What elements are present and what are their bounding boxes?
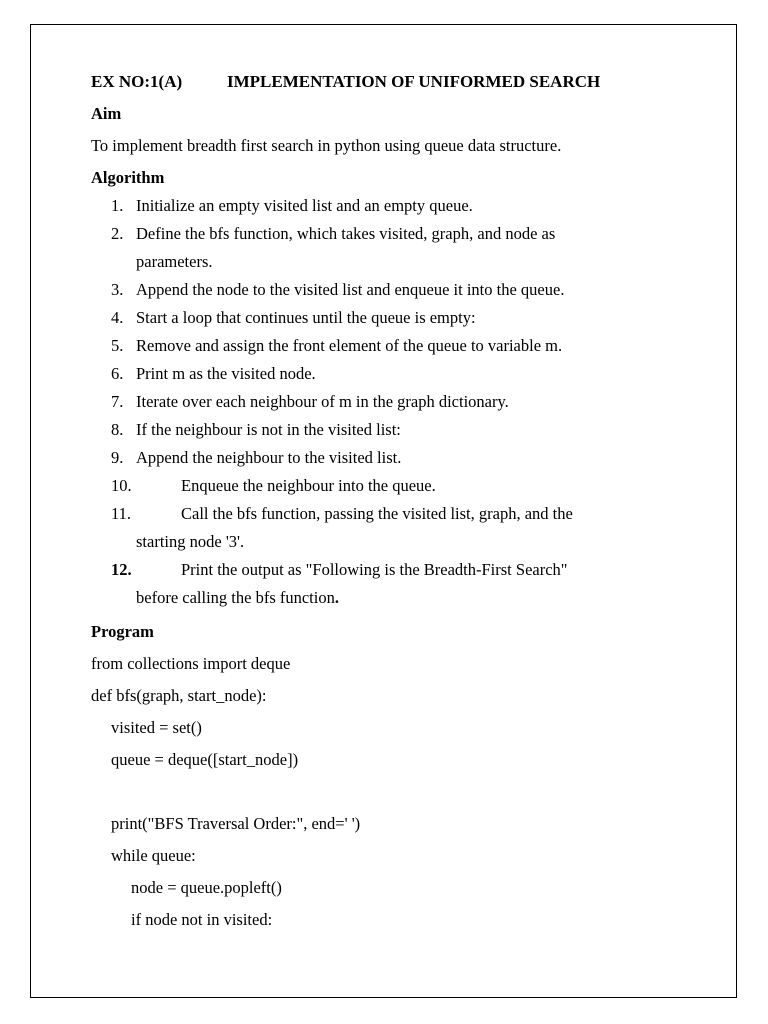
step-number: 3. (111, 280, 124, 299)
algorithm-step (91, 360, 711, 388)
code-line: print("BFS Traversal Order:", end=' ') (111, 814, 361, 833)
step-text: Print m as the visited node. (136, 364, 316, 383)
algorithm-heading: Algorithm (91, 168, 165, 187)
step-number: 9. (111, 448, 124, 467)
step-number: 11. (111, 504, 132, 523)
step-number: 2. (111, 224, 124, 243)
code-line: while queue: (111, 846, 196, 865)
step-text-continued: starting node '3'. (136, 532, 245, 551)
step-text: Append the neighbour to the visited list. (136, 448, 402, 467)
step-number: 4. (111, 308, 124, 327)
code-line: from collections import deque (91, 654, 291, 673)
document-content (91, 68, 711, 936)
code-line: queue = deque([start_node]) (111, 750, 299, 769)
algorithm-step (91, 556, 711, 612)
step-text: Print the output as "Following is the Breadth-First Search" (181, 560, 568, 579)
code-line: if node not in visited: (131, 910, 273, 929)
algorithm-step (91, 500, 711, 556)
algorithm-step (91, 192, 711, 220)
step-number: 10. (111, 476, 132, 495)
program-code (91, 648, 711, 936)
algorithm-step (91, 444, 711, 472)
code-line: visited = set() (111, 718, 202, 737)
algorithm-step (91, 472, 711, 500)
step-number: 12. (111, 560, 132, 579)
step-text-continued: before calling the bfs function (136, 588, 335, 607)
step-text-period: . (334, 588, 339, 607)
algorithm-step (91, 220, 711, 276)
step-number: 6. (111, 364, 124, 383)
step-text: Start a loop that continues until the queue is empty: (136, 308, 476, 327)
step-text: Remove and assign the front element of the queue to variable m. (136, 336, 563, 355)
algorithm-step (91, 416, 711, 444)
step-text: Call the bfs function, passing the visited list, graph, and the (181, 504, 573, 523)
step-number: 8. (111, 420, 124, 439)
algorithm-step (91, 276, 711, 304)
step-text: Enqueue the neighbour into the queue. (181, 476, 436, 495)
algorithm-step (91, 304, 711, 332)
aim-text: To implement breadth first search in python using queue data structure. (91, 136, 562, 155)
aim-heading: Aim (91, 104, 122, 123)
code-line: node = queue.popleft() (131, 878, 282, 897)
code-line-blank (91, 776, 711, 808)
exercise-number: EX NO:1(A) (91, 72, 183, 91)
code-line: def bfs(graph, start_node): (91, 686, 267, 705)
program-heading: Program (91, 622, 154, 641)
step-number: 7. (111, 392, 124, 411)
step-number: 5. (111, 336, 124, 355)
algorithm-step (91, 332, 711, 360)
step-number: 1. (111, 196, 124, 215)
step-text: Define the bfs function, which takes visited, graph, and node as (136, 224, 556, 243)
exercise-title-text: IMPLEMENTATION OF UNIFORMED SEARCH (227, 72, 601, 91)
exercise-title (91, 68, 711, 96)
algorithm-steps (91, 192, 711, 612)
step-text-continued: parameters. (136, 252, 213, 271)
algorithm-step (91, 388, 711, 416)
step-text: Iterate over each neighbour of m in the graph dictionary. (136, 392, 509, 411)
step-text: Append the node to the visited list and enqueue it into the queue. (136, 280, 565, 299)
step-text: If the neighbour is not in the visited list: (136, 420, 401, 439)
step-text: Initialize an empty visited list and an empty queue. (136, 196, 473, 215)
